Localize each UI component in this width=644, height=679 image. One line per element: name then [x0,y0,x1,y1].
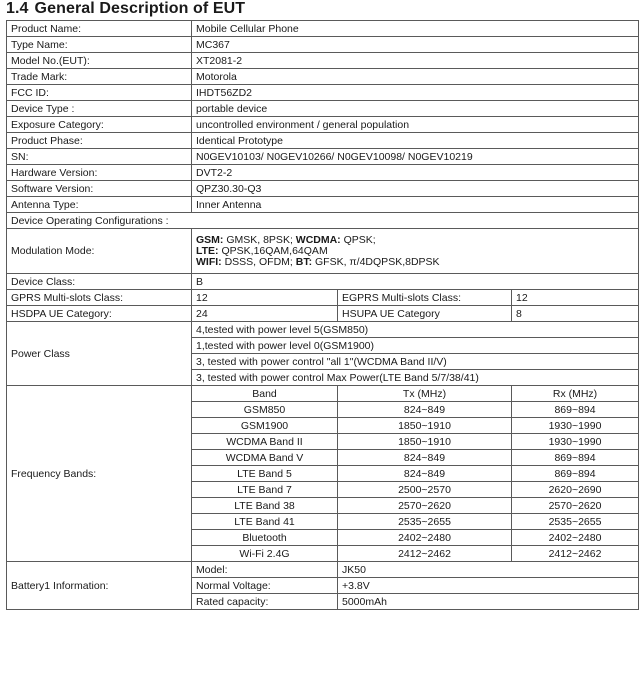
freq-rx: 869~894 [512,450,639,466]
freq-tx: 2412~2462 [338,546,512,562]
row-label: Software Version: [7,181,192,197]
freq-rx: 2535~2655 [512,514,639,530]
mod-key-lte: LTE: [196,244,219,257]
freq-tx: 1850~1910 [338,434,512,450]
freq-band: GSM850 [192,402,338,418]
row-label: Device Type : [7,101,192,117]
table-row [7,101,639,117]
section-title: General Description of EUT [34,0,246,17]
hsupa-value: 8 [512,306,639,322]
freq-band: LTE Band 5 [192,466,338,482]
freq-rx: 1930~1990 [512,418,639,434]
table-row [7,53,639,69]
battery-value: 5000mAh [338,594,639,610]
mod-value-bt: GFSK, π/4DQPSK,8DPSK [312,255,440,268]
power-class-label: Power Class [7,322,192,386]
battery-key: Normal Voltage: [192,578,338,594]
hsdpa-value: 24 [192,306,338,322]
battery-value: JK50 [338,562,639,578]
gprs-row [7,290,639,306]
modulation-value [192,229,639,274]
table-row [7,69,639,85]
freq-band: LTE Band 7 [192,482,338,498]
freq-rx: 1930~1990 [512,434,639,450]
freq-tx: 824~849 [338,466,512,482]
row-label: Product Name: [7,21,192,37]
row-value: XT2081-2 [192,53,639,69]
row-value: Inner Antenna [192,197,639,213]
freq-header-band: Band [192,386,338,402]
row-value: N0GEV10103/ N0GEV10266/ N0GEV10098/ N0GEV10219 [192,149,639,165]
mod-key-wifi: WIFI: [196,255,222,268]
mod-value-gsm: GMSK, 8PSK; [223,233,296,246]
modulation-label: Modulation Mode: [7,229,192,274]
section-heading [6,0,245,18]
table-row [7,21,639,37]
row-value: Mobile Cellular Phone [192,21,639,37]
gprs-label: GPRS Multi-slots Class: [7,290,192,306]
mod-value-wifi: DSSS, OFDM; [221,255,296,268]
freq-band: WCDMA Band II [192,434,338,450]
freq-rx: 869~894 [512,466,639,482]
freq-tx: 2570~2620 [338,498,512,514]
eut-description-table [6,20,639,610]
row-label: Model No.(EUT): [7,53,192,69]
mod-key-gsm: GSM: [196,233,224,246]
modulation-row [7,229,639,274]
power-class-line: 1,tested with power level 0(GSM1900) [192,338,639,354]
device-class-row [7,274,639,290]
device-class-label: Device Class: [7,274,192,290]
freq-rx: 2570~2620 [512,498,639,514]
mod-key-bt: BT: [295,255,313,268]
mod-key-wcdma: WCDMA: [295,233,341,246]
row-value: Motorola [192,69,639,85]
row-value: uncontrolled environment / general population [192,117,639,133]
device-operating-label: Device Operating Configurations : [7,213,639,229]
freq-rx: 869~894 [512,402,639,418]
freq-tx: 2535~2655 [338,514,512,530]
frequency-header-row [7,386,639,402]
freq-band: LTE Band 38 [192,498,338,514]
gprs-value: 12 [192,290,338,306]
freq-band: Bluetooth [192,530,338,546]
hsupa-label: HSUPA UE Category [338,306,512,322]
freq-rx: 2412~2462 [512,546,639,562]
row-label: Exposure Category: [7,117,192,133]
mod-value-lte: QPSK,16QAM,64QAM [218,244,328,257]
power-class-line: 3, tested with power control Max Power(LTE Band 5/7/38/41) [192,370,639,386]
row-value: QPZ30.30-Q3 [192,181,639,197]
power-class-row [7,322,639,338]
freq-band: GSM1900 [192,418,338,434]
freq-rx: 2620~2690 [512,482,639,498]
section-number: 1.4 [6,0,29,17]
table-row [7,85,639,101]
frequency-bands-label: Frequency Bands: [7,386,192,562]
table-row [7,165,639,181]
freq-tx: 2402~2480 [338,530,512,546]
freq-band: WCDMA Band V [192,450,338,466]
freq-tx: 1850~1910 [338,418,512,434]
freq-tx: 2500~2570 [338,482,512,498]
row-label: FCC ID: [7,85,192,101]
freq-rx: 2402~2480 [512,530,639,546]
mod-value-wcdma: QPSK; [340,233,376,246]
table-row [7,117,639,133]
row-value: IHDT56ZD2 [192,85,639,101]
table-row [7,37,639,53]
hsdpa-row [7,306,639,322]
device-operating-row [7,213,639,229]
egprs-label: EGPRS Multi-slots Class: [338,290,512,306]
freq-tx: 824~849 [338,450,512,466]
row-value: MC367 [192,37,639,53]
row-value: DVT2-2 [192,165,639,181]
hsdpa-label: HSDPA UE Category: [7,306,192,322]
table-row [7,149,639,165]
row-value: portable device [192,101,639,117]
freq-header-rx: Rx (MHz) [512,386,639,402]
freq-header-tx: Tx (MHz) [338,386,512,402]
device-class-value: B [192,274,639,290]
row-label: SN: [7,149,192,165]
row-value: Identical Prototype [192,133,639,149]
row-label: Antenna Type: [7,197,192,213]
power-class-line: 3, tested with power control "all 1"(WCDMA Band II/V) [192,354,639,370]
power-class-line: 4,tested with power level 5(GSM850) [192,322,639,338]
row-label: Type Name: [7,37,192,53]
modulation-line-3 [196,257,634,268]
table-row [7,133,639,149]
freq-band: Wi-Fi 2.4G [192,546,338,562]
battery-label: Battery1 Information: [7,562,192,610]
battery-value: +3.8V [338,578,639,594]
battery-row [7,562,639,578]
table-row [7,181,639,197]
battery-key: Model: [192,562,338,578]
egprs-value: 12 [512,290,639,306]
battery-key: Rated capacity: [192,594,338,610]
row-label: Product Phase: [7,133,192,149]
row-label: Hardware Version: [7,165,192,181]
freq-tx: 824~849 [338,402,512,418]
freq-band: LTE Band 41 [192,514,338,530]
row-label: Trade Mark: [7,69,192,85]
table-row [7,197,639,213]
